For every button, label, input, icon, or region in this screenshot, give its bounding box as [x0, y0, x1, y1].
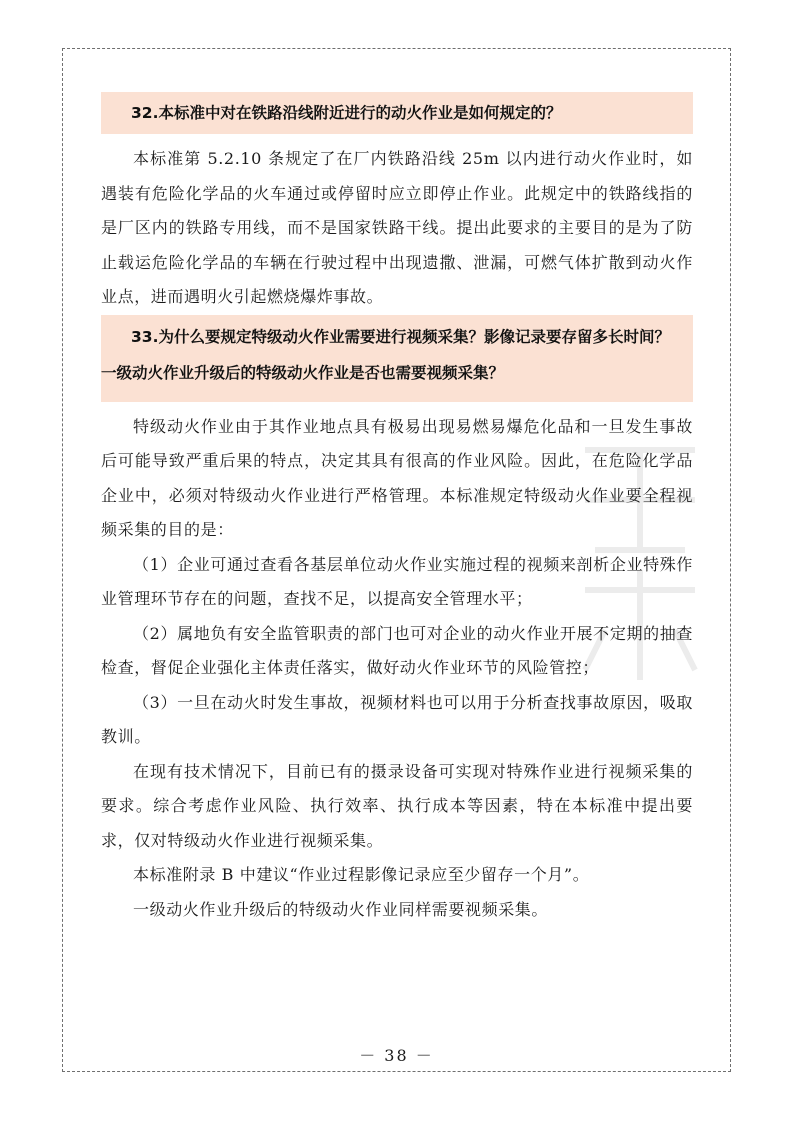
- question-33-heading: [101, 315, 693, 402]
- question-33-heading-line2: 一级动火作业升级后的特级动火作业是否也需要视频采集？: [101, 363, 505, 382]
- list-item: （3）一旦在动火时发生事故，视频材料也可以用于分析查找事故原因，吸取教训。: [101, 692, 693, 746]
- list-item: （1）企业可通过查看各基层单位动火作业实施过程的视频来剖析企业特殊作业管理环节存在的问题，查找不足，以提高安全管理水平；: [101, 554, 693, 608]
- question-33-final-paragraph: 一级动火作业升级后的特级动火作业同样需要视频采集。: [133, 899, 549, 919]
- page-content: [101, 92, 693, 927]
- question-33-intro: 特级动火作业由于其作业地点具有极易出现易燃易爆危化品和一旦发生事故后可能导致严重后果的特点，决定其具有很高的作业风险。因此，在危险化学品企业中，必须对特级动火作业进行严格管理。本标准规定特级动火作业要全程视频采集的目的是：: [101, 416, 693, 539]
- page-number: － 38 －: [359, 1046, 434, 1065]
- question-33-tech-paragraph: 在现有技术情况下，目前已有的摄录设备可实现对特殊作业进行视频采集的要求。综合考虑作业风险、执行效率、执行成本等因素，特在本标准中提出要求，仅对特级动火作业进行视频采集。: [101, 761, 693, 850]
- question-32-answer: 本标准第 5.2.10 条规定了在厂内铁路沿线 25m 以内进行动火作业时，如遇装有危险化学品的火车通过或停留时应立即停止作业。此规定中的铁路线指的是厂区内的铁路专用线，而不是国家铁路干线。提出此要求的主要目的是为了防止载运危险化学品的车辆在行驶过程中出现遗撒、泄漏，可燃气体扩散到动火作业点，进而遇明火引起燃烧爆炸事故。: [101, 149, 693, 306]
- question-33-heading-line1: 33.为什么要规定特级动火作业需要进行视频采集？影像记录要存留多长时间？: [131, 327, 670, 346]
- list-item: （2）属地负有安全监管职责的部门也可对企业的动火作业开展不定期的抽查检查，督促企业强化主体责任落实，做好动火作业环节的风险管控；: [101, 623, 693, 677]
- question-32-heading: 32.本标准中对在铁路沿线附近进行的动火作业是如何规定的？: [101, 92, 693, 134]
- question-33-appendix-paragraph: 本标准附录 B 中建议“作业过程影像记录应至少留存一个月”。: [133, 865, 590, 884]
